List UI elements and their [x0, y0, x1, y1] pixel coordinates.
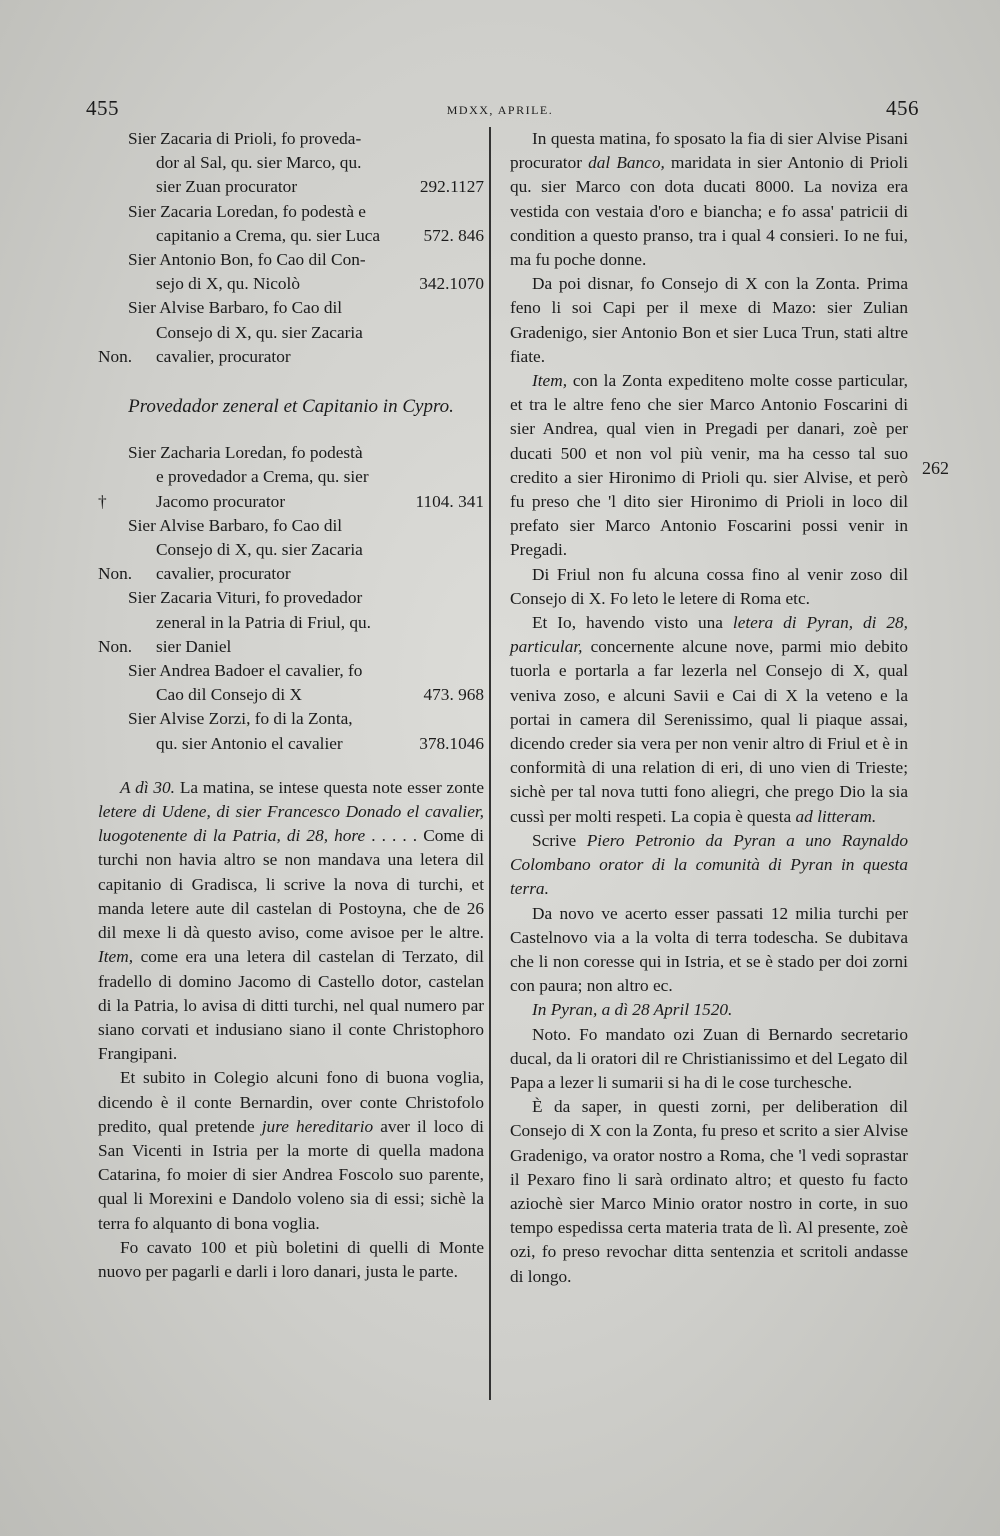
- paragraph: Item, con la Zonta expediteno molte cosse particular, et tra le altre feno che sier Marco Antonio Foscarini di sier Andrea, qual vien in Pregadi per danari, zoè per ducati 500 et non vol più venir, ma ha cesso tal suo credito a sier Hironimo di Prioli qu. sier Alvise, et però fu preso che 'l dito sier Hironimo di Prioli in loco dil prefato sier Marco Antonio Foscarini possi venir in Pregadi.: [510, 371, 908, 560]
- election-entry: [98, 200, 484, 248]
- left-page-number: 455: [86, 96, 119, 120]
- entry-line: sejo di X, qu. Nicolò: [156, 274, 300, 294]
- right-column: [510, 127, 908, 1289]
- entry-name: [128, 659, 394, 707]
- entry-line: sier Zuan procurator: [156, 177, 298, 197]
- entry-line: zeneral in la Patria di Friul, qu.: [156, 612, 371, 632]
- entry-line: Sier Alvise Barbaro, fo Cao dil: [128, 515, 343, 535]
- dateline: In Pyran, a dì 28 April 1520.: [532, 1000, 733, 1020]
- entry-name: [128, 514, 394, 587]
- entry-line: Cao dil Consejo di X: [156, 685, 302, 705]
- entry-mark: Non.: [98, 636, 133, 656]
- election-entry: [98, 586, 484, 659]
- entry-line: Consejo di X, qu. sier Zacaria: [156, 540, 363, 560]
- column-divider: [489, 127, 491, 1400]
- entry-line: cavalier, procurator: [156, 564, 291, 584]
- right-page-number: 456: [886, 96, 919, 120]
- entry-votes: 378.1046: [419, 733, 484, 753]
- entry-name: [128, 296, 394, 369]
- paragraph: Da novo ve acerto esser passati 12 milia turchi per Castelnovo via a la volta di terra todescha. Se dubitava che li non coresse qui in Istria, et se è stado per doi zorni con paura; non altro ec.: [510, 903, 908, 996]
- entry-line: Sier Antonio Bon, fo Cao dil Con-: [128, 250, 366, 270]
- election-entry: [98, 514, 484, 587]
- entry-name: [128, 441, 394, 514]
- election-entry: [98, 296, 484, 369]
- paragraph: Di Friul non fu alcuna cossa fino al venir zoso dil Consejo di X. Fo leto le letere di Roma etc.: [510, 564, 908, 608]
- entry-line: Sier Alvise Zorzi, fo di la Zonta,: [128, 709, 353, 729]
- election-entry: [98, 248, 484, 296]
- entry-votes: 572. 846: [423, 225, 484, 245]
- margin-number: 262: [922, 458, 949, 478]
- paragraph: Noto. Fo mandato ozi Zuan di Bernardo secretario ducal, da li oratori dil re Christianissimo et del Legato dil Papa a lezer li sumarii si ha di le cose turchesche.: [510, 1024, 908, 1092]
- entry-line: Sier Zacharia Loredan, fo podestà: [128, 443, 363, 463]
- entry-line: Sier Andrea Badoer el cavalier, fo: [128, 661, 363, 681]
- paragraph: Scrive Piero Petronio da Pyran a uno Raynaldo Colombano orator di la comunità di Pyran in questa terra.: [510, 830, 908, 899]
- election-entry: [98, 441, 484, 514]
- entry-mark: Non.: [98, 564, 133, 584]
- paragraph: È da saper, in questi zorni, per deliberation dil Consejo di X con la Zonta, fu preso et scrito a sier Alvise Gradenigo, va orator nostro a Roma, che 'l vedi soprastar il Pexaro fino li sarà ordinato altro; et questo fu facto aziochè sier Marco Minio orator nostro in corte, in suo tempo espedissa certa materia trata de lì. Al presente, zoè ozi, fo preso revochar ditta sentenzia et scritoli andasse di longo.: [510, 1097, 908, 1286]
- section-heading: Provedador zeneral et Capitanio in Cypro.: [128, 396, 454, 418]
- entry-line: Consejo di X, qu. sier Zacaria: [156, 322, 363, 342]
- entry-votes: 473. 968: [423, 685, 484, 705]
- entry-mark: Non.: [98, 346, 133, 366]
- election-list-2: [98, 441, 484, 756]
- entry-line: sier Daniel: [156, 636, 232, 656]
- election-entry: [98, 659, 484, 707]
- election-entry: [98, 127, 484, 200]
- entry-name: [128, 707, 394, 755]
- paragraph: A dì 30. La matina, se intese questa note esser zonte letere di Udene, di sier Francesco Donado el cavalier, luogotenente di la Patria, di 28, hore . . . . . Come di turchi non havia altro se non mandava una letera dil capitanio di Gradisca, li scrive la nova di turchi, et manda letere aute dil castelan di Postoyna, che de 26 dil mexe li dà questo aviso, come avisoe per le altre. Item, come era una letera dil castelan di Terzato, dil fradello di domino Jacomo di Castello dotor, castelan di la Patria, lo avisa di ditti turchi, nel qual numero par siano corvati et indusiano siano il conte Christophoro Frangipani.: [98, 777, 484, 1064]
- entry-line: cavalier, procurator: [156, 346, 291, 366]
- entry-line: capitanio a Crema, qu. sier Luca: [156, 225, 381, 245]
- entry-mark: †: [98, 491, 107, 511]
- paragraph: Da poi disnar, fo Consejo di X con la Zonta. Prima feno li soi Capi per il mexe di Mazo: sier Zulian Gradenigo, sier Antonio Bon et sier Luca Trun, stati altre fiate.: [510, 274, 908, 366]
- entry-votes: 292.1127: [419, 177, 484, 197]
- paragraph: Et subito in Colegio alcuni fono di buona voglia, dicendo è il conte Bernardin, over conte Christofolo predito, qual pretende jure hereditario aver il loco di San Vicenti in Istria per la morte di quella madona Catarina, fo moier di sier Andrea Foscolo suo parente, qual li Morexini e Dandolo voleno sia di essi; sichè la terra fo alquanto di bona voglia.: [98, 1068, 484, 1233]
- entry-line: Sier Zacaria Vituri, fo provedador: [128, 588, 363, 608]
- entry-line: Sier Zacaria Loredan, fo podestà e: [128, 201, 366, 221]
- entry-line: qu. sier Antonio el cavalier: [156, 733, 343, 753]
- paragraph: In questa matina, fo sposato la fia di sier Alvise Pisani procurator dal Banco, maridata in sier Antonio di Prioli qu. sier Marco con dota ducati 8000. La noviza era vestida con vestaia d'oro e biancha; e fo assa' patricii di condition a questo pranso, tra i qual 4 consieri. Io ne fui, ma fu poche donne.: [510, 129, 908, 270]
- entry-line: Sier Zacaria di Prioli, fo proveda-: [128, 129, 362, 148]
- election-list-1: [98, 127, 484, 369]
- entry-line: e provedador a Crema, qu. sier: [156, 467, 369, 487]
- running-title: MDXX, APRILE.: [446, 103, 554, 117]
- paragraph: Et Io, havendo visto una letera di Pyran, di 28, particular, concernente alcune nove, parmi mio debito tuorla e portarla a far lezerla nel Consejo di X, qual veniva zoso, e alcuni Savii e Cai di X la veteno e la portai in camera dil Serenissimo, qual li piaque assai, dicendo creder sia vera per non venir altro di Friul et è in conformità di una relation di eri, di uno vien di Trieste; sichè per tal nova tutti fono aliegri, che prego Dio la sia cussì per molti respeti. La copia è questa ad litteram.: [510, 613, 908, 826]
- entry-line: dor al Sal, qu. sier Marco, qu.: [156, 153, 362, 173]
- entry-name: [128, 248, 394, 296]
- entry-name: [128, 127, 394, 200]
- election-entry: [98, 707, 484, 755]
- entry-line: Jacomo procurator: [156, 491, 286, 511]
- entry-name: [128, 200, 394, 248]
- entry-line: Sier Alvise Barbaro, fo Cao dil: [128, 298, 343, 318]
- entry-name: [128, 586, 394, 659]
- left-column: [98, 127, 484, 1284]
- entry-votes: 1104. 341: [415, 491, 484, 511]
- entry-votes: 342.1070: [419, 274, 484, 294]
- paragraph: Fo cavato 100 et più boletini di quelli di Monte nuovo per pagarli e darli i loro danari, justa le parte.: [98, 1237, 484, 1281]
